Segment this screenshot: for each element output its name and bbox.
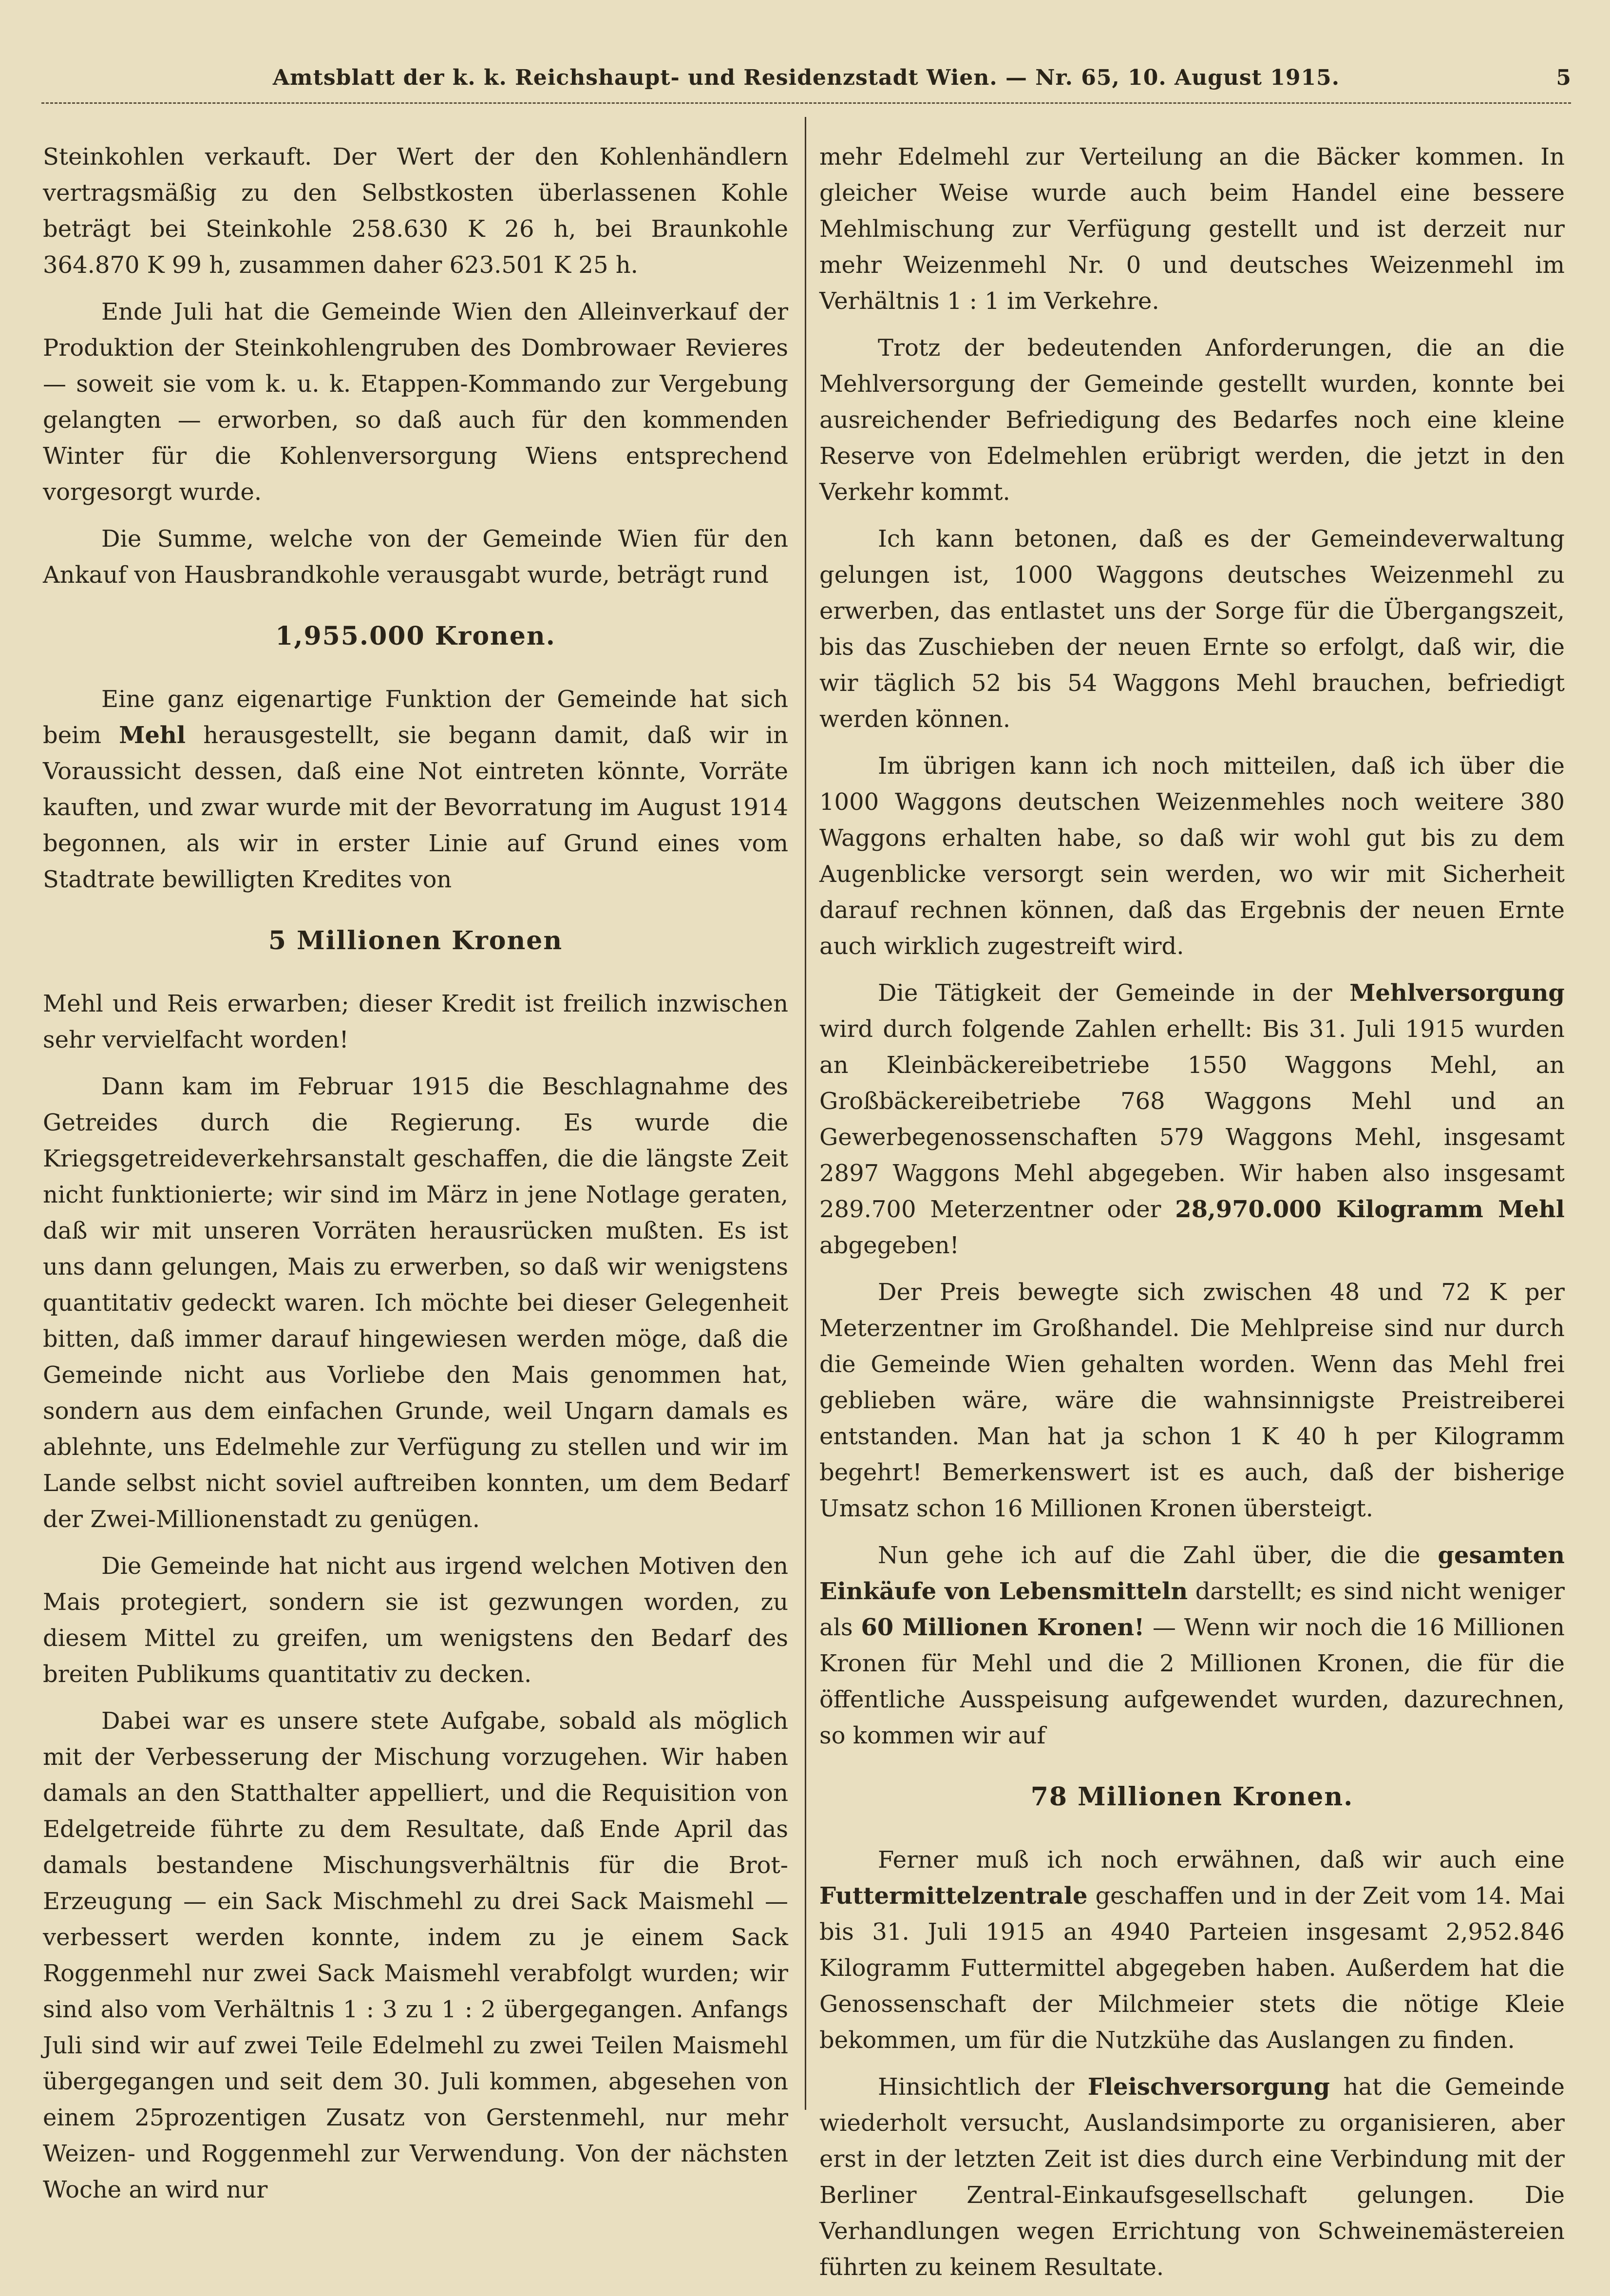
text-run: Ferner muß ich noch erwähnen, daß wir auch eine: [878, 1846, 1565, 1874]
paragraph: [43, 681, 788, 898]
emphasized-term: Fleischversorgung: [1087, 2073, 1330, 2101]
text-run: abgegeben!: [819, 1232, 959, 1259]
text-run: herausgestellt, sie begann damit, daß wir in Voraussicht dessen, daß eine Not eintreten könnte, Vorräte kauften, und zwar wurde mit der Bevorratung im August 1914 begonnen, als wir in erster Linie auf Grund eines vom Stadtrate bewilligten Kredites von: [43, 722, 789, 893]
paragraph: Steinkohlen verkauft. Der Wert der den Kohlenhändlern vertragsmäßig zu den Selbstkosten überlassenen Kohle beträgt bei Steinkohle 258.630 K 26 h, bei Braunkohle 364.870 K 99 h, zusammen daher 623.501 K 25 h.: [43, 143, 788, 279]
paragraph: Der Preis bewegte sich zwischen 48 und 72 K per Meterzentner im Großhandel. Die Mehlpreise sind nur durch die Gemeinde Wien gehalten worden. Wenn das Mehl frei geblieben wäre, wäre die wahnsinnigste Preistreiberei entstanden. Man hat ja schon 1 K 40 h per Kilogramm begehrt! Bemerkenswert ist es auch, daß der bisherige Umsatz schon 16 Millionen Kronen übersteigt.: [819, 1279, 1565, 1522]
emphasized-term: Futtermittelzentrale: [819, 1882, 1088, 1910]
paragraph: [819, 1842, 1565, 2058]
paragraph: mehr Edelmehl zur Verteilung an die Bäcker kommen. In gleicher Weise wurde auch beim Handel eine bessere Mehlmischung zur Verfügung gestellt und ist derzeit nur mehr Weizenmehl Nr. 0 und deutsches Weizenmehl im Verhältnis 1 : 1 im Verkehre.: [819, 143, 1565, 315]
paragraph: Dabei war es unsere stete Aufgabe, sobald als möglich mit der Verbesserung der Mischung vorzugehen. Wir haben damals an den Statthalter appelliert, und die Requisition von Edelgetreide führte zu dem Resultate, daß Ende April das damals bestandene Mischungsverhältnis für die Brot-Erzeugung — ein Sack Mischmehl zu drei Sack Maismehl — verbessert werden konnte, indem zu je einem Sack Roggenmehl nur zwei Sack Maismehl verabfolgt wurden; wir sind also vom Verhältnis 1 : 3 zu 1 : 2 übergegangen. Anfangs Juli sind wir auf zwei Teile Edelmehl zu zwei Teilen Maismehl übergegangen und seit dem 30. Juli kommen, abgesehen von einem 25prozentigen Zusatz von Gerstenmehl, nur mehr Weizen- und Roggenmehl zur Verwendung. Von der nächsten Woche an wird nur: [43, 1707, 788, 2203]
paragraph: Die Summe, welche von der Gemeinde Wien für den Ankauf von Hausbrandkohle verausgabt wurde, beträgt rund: [43, 525, 788, 589]
text-run: Die Tätigkeit der Gemeinde in der: [878, 979, 1332, 1007]
right-column: [819, 139, 1565, 2296]
paragraph: [819, 2069, 1565, 2285]
display-amount: 1,955.000 Kronen.: [275, 621, 556, 651]
emphasized-term: 28,970.000 Kilogramm Mehl: [1175, 1196, 1565, 1223]
display-amount: 5 Millionen Kronen: [268, 926, 563, 956]
text-run: hat die Gemeinde wiederholt versucht, Auslandsimporte zu organisieren, aber erst in der letzten Zeit ist dies durch eine Verbindung mit der Berliner Zentral-Einkaufsgesellschaft gelungen. Die Verhandlungen wegen Errichtung von Schweinemästereien führten zu keinem Resultate.: [819, 2073, 1565, 2281]
paragraph: Trotz der bedeutenden Anforderungen, die an die Mehlversorgung der Gemeinde gestellt wurden, konnte bei ausreichender Befriedigung des Bedarfes noch eine kleine Reserve von Edelmehlen erübrigt werden, die jetzt in den Verkehr kommt.: [819, 334, 1565, 506]
paragraph: [819, 975, 1565, 1263]
column-divider: [805, 117, 806, 2110]
text-run: wird durch folgende Zahlen erhellt: Bis 31. Juli 1915 wurden an Kleinbäckereibetriebe 1550 Waggons Mehl, an Großbäckereibetriebe 768 Waggons Mehl und an Gewerbegenossenschaften 579 Waggons Mehl, insgesamt 2897 Waggons Mehl abgegeben. Wir haben also insgesamt 289.700 Meterzentner oder: [819, 1015, 1565, 1223]
page-number: 5: [1556, 65, 1571, 90]
paragraph: Die Gemeinde hat nicht aus irgend welchen Motiven den Mais protegiert, sondern sie ist gezwungen worden, zu diesem Mittel zu greifen, um wenigstens den Bedarf des breiten Publikums quantitativ zu decken.: [43, 1552, 788, 1688]
text-run: Hinsichtlich der: [878, 2073, 1075, 2101]
running-header: [41, 58, 1571, 102]
paragraph: [819, 1537, 1565, 1754]
left-column: [43, 139, 788, 2219]
emphasized-term: Mehlversorgung: [1349, 979, 1565, 1007]
emphasized-term: gesamten Einkäufe von Lebensmitteln: [819, 1542, 1565, 1605]
paragraph: Dann kam im Februar 1915 die Beschlagnahme des Getreides durch die Regierung. Es wurde die Kriegsgetreideverkehrsanstalt geschaffen, die die längste Zeit nicht funktionierte; wir sind im März in jene Notlage geraten, daß wir mit unseren Vorräten herausrücken mußten. Es ist uns dann gelungen, Mais zu erwerben, so daß wir wenigstens quantitativ gedeckt waren. Ich möchte bei dieser Gelegenheit bitten, daß immer darauf hingewiesen werden möge, daß die Gemeinde nicht aus Vorliebe den Mais genommen hat, sondern aus dem einfachen Grunde, weil Ungarn damals es ablehnte, uns Edelmehle zur Verfügung zu stellen und wir im Lande selbst nicht soviel auftreiben konnten, um dem Bedarf der Zwei-Millionenstadt zu genügen.: [43, 1073, 788, 1533]
paragraph: Im übrigen kann ich noch mitteilen, daß ich über die 1000 Waggons deutschen Weizenmehles noch weitere 380 Waggons erhalten habe, so daß wir wohl gut bis zu dem Augenblicke versorgt sein werden, wo wir mit Sicherheit darauf rechnen können, daß das Ergebnis der neuen Ernte auch wirklich zugestreift wird.: [819, 752, 1565, 960]
header-divider: [41, 102, 1571, 109]
text-run: — Wenn wir noch die 16 Millionen Kronen für Mehl und die 2 Millionen Kronen, die für die öffentliche Ausspeisung aufgewendet wurden, dazurechnen, so kommen wir auf: [819, 1614, 1565, 1749]
header-title: Amtsblatt der k. k. Reichshaupt- und Residenzstadt Wien. — Nr. 65, 10. August 1915.: [272, 65, 1340, 90]
display-amount: 78 Millionen Kronen.: [1030, 1782, 1354, 1812]
paragraph: Ich kann betonen, daß es der Gemeindeverwaltung gelungen ist, 1000 Waggons deutsches Weizenmehl zu erwerben, das entlastet uns der Sorge für die Übergangszeit, bis das Zuschieben der neuen Ernte so erfolgt, daß wir, die wir täglich 52 bis 54 Waggons Mehl brauchen, befriedigt werden können.: [819, 525, 1565, 733]
text-run: geschaffen und in der Zeit vom 14. Mai bis 31. Juli 1915 an 4940 Parteien insgesamt 2,952.846 Kilogramm Futtermittel abgegeben haben. Außerdem hat die Genossenschaft der Milchmeier stets die nötige Kleie bekommen, um für die Nutzkühe das Auslangen zu finden.: [819, 1882, 1565, 2054]
text-run: Nun gehe ich auf die Zahl über, die die: [878, 1542, 1421, 1569]
paragraph: Mehl und Reis erwarben; dieser Kredit ist freilich inzwischen sehr vervielfacht worden!: [43, 990, 788, 1053]
paragraph: Ende Juli hat die Gemeinde Wien den Alleinverkauf der Produktion der Steinkohlengruben des Dombrowaer Revieres — soweit sie vom k. u. k. Etappen-Kommando zur Vergebung gelangten — erworben, so daß auch für den kommenden Winter für die Kohlenversorgung Wiens entsprechend vorgesorgt wurde.: [43, 298, 788, 506]
text-run: darstellt; es sind nicht weniger als: [819, 1578, 1565, 1641]
emphasized-term: Mehl: [119, 722, 186, 749]
text-run: Eine ganz eigenartige Funktion der Gemeinde hat sich beim: [43, 686, 788, 749]
emphasized-term: 60 Millionen Kronen!: [861, 1614, 1145, 1641]
